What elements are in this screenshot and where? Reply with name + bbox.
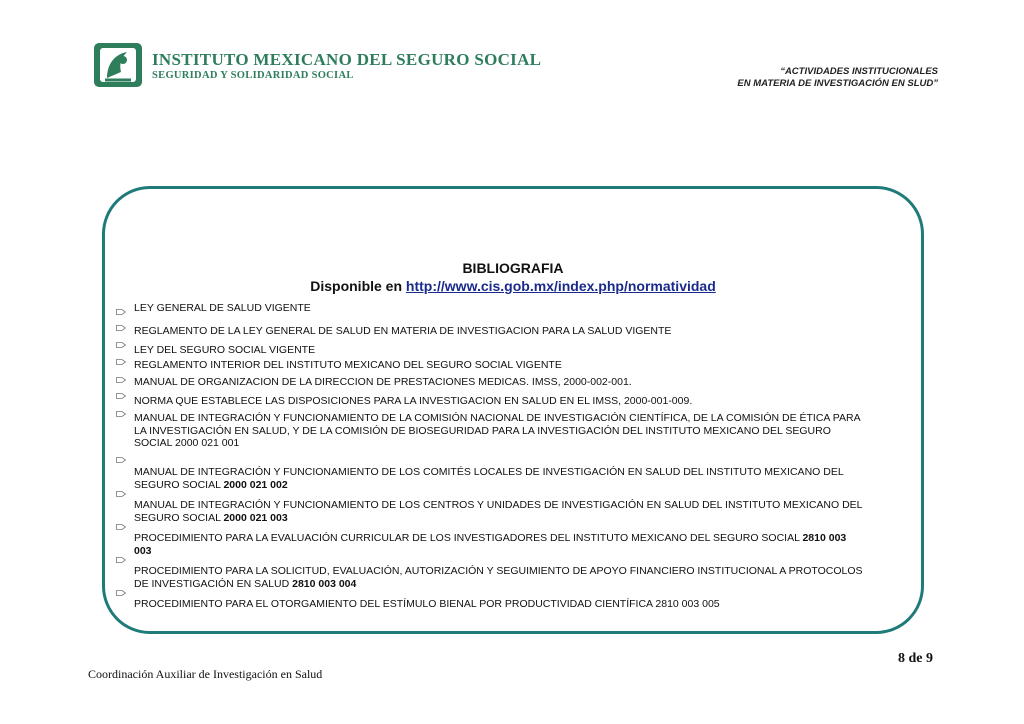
org-motto: SEGURIDAD Y SOLIDARIDAD SOCIAL	[152, 70, 354, 81]
bullet-icon	[116, 359, 126, 365]
list-item: NORMA QUE ESTABLECE LAS DISPOSICIONES PARA LA INVESTIGACION EN SALUD EN EL IMSS, 2000-001-009.	[134, 395, 693, 407]
section-subtitle	[102, 277, 924, 295]
bullet-icon	[116, 457, 126, 463]
item-code: 2000 021 002	[223, 478, 288, 491]
bullet-icon	[116, 524, 126, 530]
imss-emblem-icon	[93, 42, 143, 88]
imss-logo	[93, 42, 542, 90]
bullet-icon	[116, 393, 126, 399]
section-title: BIBLIOGRAFIA	[462, 260, 564, 276]
bullet-icon	[116, 325, 126, 331]
bullet-icon	[116, 590, 126, 596]
item-text: PROCEDIMIENTO PARA LA SOLICITUD, EVALUACIÓN, AUTORIZACIÓN Y SEGUIMIENTO DE APOYO FINANCIERO INSTITUCIONAL A PROTOCOLOS DE INVESTIGACIÓN EN SALUD	[134, 565, 863, 590]
item-text: PROCEDIMIENTO PARA LA EVALUACIÓN CURRICULAR DE LOS INVESTIGADORES DEL INSTITUTO MEXICANO DEL SEGURO SOCIAL	[134, 532, 803, 544]
bullet-icon	[116, 491, 126, 497]
item-code: 2810 003 003	[134, 532, 847, 557]
list-item	[134, 532, 864, 557]
list-item: PROCEDIMIENTO PARA EL OTORGAMIENTO DEL ESTÍMULO BIENAL POR PRODUCTIVIDAD CIENTÍFICA 2810 003 005	[134, 598, 720, 610]
document-header-title	[737, 66, 938, 90]
bullet-icon	[116, 557, 126, 563]
doc-title-line-1: “ACTIVIDADES INSTITUCIONALES	[780, 66, 938, 77]
item-text: MANUAL DE INTEGRACIÓN Y FUNCIONAMIENTO DE LOS CENTROS Y UNIDADES DE INVESTIGACIÓN EN SALUD DEL INSTITUTO MEXICANO DEL SEGURO SOCIAL	[134, 499, 863, 524]
page-number: 8 de 9	[898, 651, 933, 666]
list-item: REGLAMENTO INTERIOR DEL INSTITUTO MEXICANO DEL SEGURO SOCIAL VIGENTE	[134, 359, 562, 371]
bullet-icon	[116, 411, 126, 417]
list-item: LEY DEL SEGURO SOCIAL VIGENTE	[134, 344, 316, 356]
bullet-icon	[116, 377, 126, 383]
doc-title-line-2: EN MATERIA DE INVESTIGACIÓN EN SLUD”	[737, 78, 938, 89]
subtitle-prefix: Disponible en	[310, 278, 406, 294]
list-item: MANUAL DE ORGANIZACION DE LA DIRECCION DE PRESTACIONES MEDICAS. IMSS, 2000-002-001.	[134, 376, 632, 388]
org-name: INSTITUTO MEXICANO DEL SEGURO SOCIAL	[152, 50, 542, 69]
normatividad-link[interactable]: http://www.cis.gob.mx/index.php/normatividad	[405, 278, 716, 294]
bullet-icon	[116, 342, 126, 348]
list-item: MANUAL DE INTEGRACIÓN Y FUNCIONAMIENTO DE LA COMISIÓN NACIONAL DE INVESTIGACIÓN CIENTÍFICA, DE LA COMISIÓN DE ÉTICA PARA LA INVESTIGACIÓN EN SALUD, Y DE LA COMISIÓN DE BIOSEGURIDAD PARA LA INVESTIGACIÓN DEL INSTITUTO MEXICANO DEL SEGURO SOCIAL 2000 021 001	[134, 412, 860, 449]
item-text: MANUAL DE INTEGRACIÓN Y FUNCIONAMIENTO DE LOS COMITÉS LOCALES DE INVESTIGACIÓN EN SALUD DEL INSTITUTO MEXICANO DEL SEGURO SOCIAL	[134, 466, 844, 491]
item-code: 2000 021 003	[223, 511, 288, 524]
list-item	[134, 499, 864, 524]
footer-department: Coordinación Auxiliar de Investigación en Salud	[88, 667, 323, 681]
list-item: LEY GENERAL DE SALUD VIGENTE	[134, 302, 311, 314]
item-code: 2810 003 004	[292, 577, 357, 590]
list-item	[134, 565, 864, 590]
bullet-icon	[116, 309, 126, 315]
list-item	[134, 466, 864, 491]
list-item: REGLAMENTO DE LA LEY GENERAL DE SALUD EN MATERIA DE INVESTIGACION PARA LA SALUD VIGENTE	[134, 325, 672, 337]
